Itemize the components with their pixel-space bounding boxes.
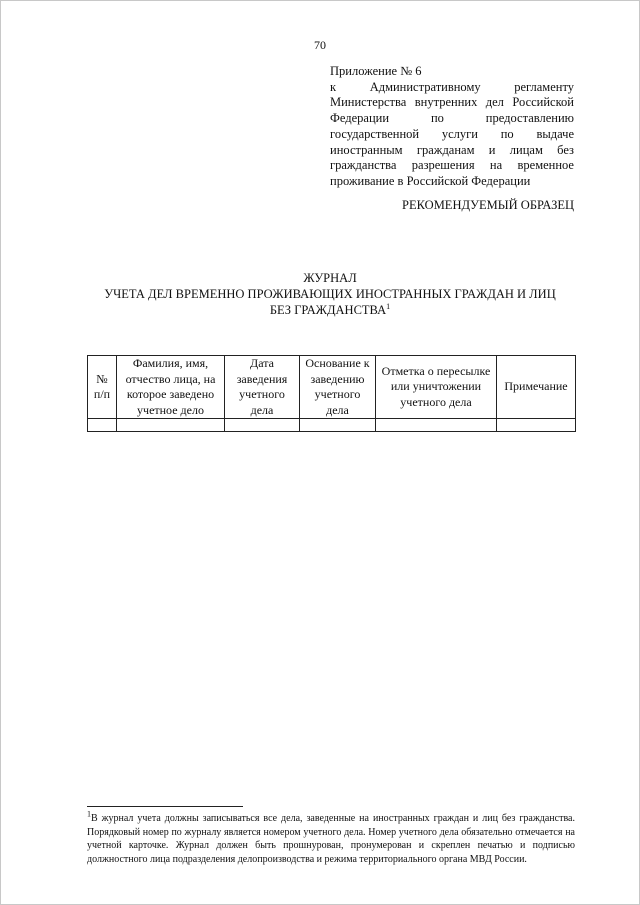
journal-table [87, 355, 576, 432]
journal-title-line-3 [80, 302, 580, 318]
footnote-reference: 1 [386, 301, 391, 311]
table-cell [376, 419, 497, 432]
footnote-text: В журнал учета должны записываться все дела, заведенные на иностранных граждан и лиц без гражданства. Порядковый номер по журналу является номером учетного дела. Номер учетного дела обязательно отмечается на учетной карточке. Журнал должен быть прошнурован, пронумерован и скреплен печатью и подписью должностного лица подразделения делопроизводства и режима территориального органа МВД России. [87, 813, 575, 866]
table-cell [117, 419, 225, 432]
appendix-text: к Административному регламенту Министерства внутренних дел Российской Федерации по предоставлению государственной услуги по выдаче иностранным гражданам и лицам без гражданства разрешения на временное проживание в Российской Федерации [330, 79, 574, 188]
header-forwarding-mark: Отметка о пересылке или уничтожении учетного дела [376, 356, 497, 419]
journal-title-line-1: ЖУРНАЛ [303, 271, 357, 285]
header-date: Дата заведения учетного дела [225, 356, 300, 419]
table-header-row [88, 356, 576, 419]
header-number: № п/п [88, 356, 117, 419]
header-basis: Основание к заведению учетного дела [300, 356, 376, 419]
appendix-title: Приложение № 6 [330, 64, 422, 78]
journal-title-line-2: УЧЕТА ДЕЛ ВРЕМЕННО ПРОЖИВАЮЩИХ ИНОСТРАННЫХ ГРАЖДАН И ЛИЦ [104, 287, 556, 301]
header-full-name: Фамилия, имя, отчество лица, на которое заведено учетное дело [117, 356, 225, 419]
footnote [87, 809, 575, 867]
header-note: Примечание [497, 356, 576, 419]
journal-title [80, 270, 580, 318]
page-number: 70 [314, 38, 326, 52]
footnote-mark: 1 [87, 809, 91, 819]
table-cell [225, 419, 300, 432]
table-cell [497, 419, 576, 432]
footnote-divider [87, 806, 243, 807]
sample-label: РЕКОМЕНДУЕМЫЙ ОБРАЗЕЦ [402, 198, 574, 212]
table-cell [300, 419, 376, 432]
journal-title-line-3-text: БЕЗ ГРАЖДАНСТВА [269, 303, 387, 317]
table-cell [88, 419, 117, 432]
table-row [88, 419, 576, 432]
appendix-block [330, 64, 574, 190]
